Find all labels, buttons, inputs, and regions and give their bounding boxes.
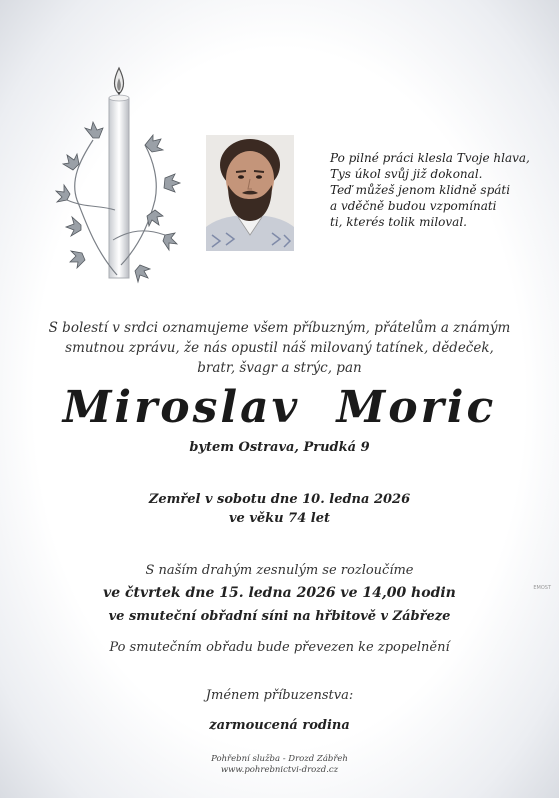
farewell-place: ve smuteční obřadní síni na hřbitově v Zábřeze	[108, 609, 451, 624]
poem-line: Po pilné práci klesla Tvoje hlava,	[330, 151, 530, 165]
intro-line: bratr, švagr a strýc, pan	[197, 360, 362, 376]
death-date: Zemřel v sobotu dne 10. ledna 2026	[148, 492, 411, 507]
intro-line: smutnou zprávu, že nás opustil náš milovaný tatínek, dědeček,	[65, 340, 494, 356]
deceased-address: bytem Ostrava, Prudká 9	[189, 440, 370, 455]
family-signature: zarmoucená rodina	[209, 718, 350, 733]
farewell-intro: S naším drahým zesnulým se rozloučíme	[145, 563, 414, 578]
farewell-date: ve čtvrtek dne 15. ledna 2026 ve 14,00 hodin	[103, 585, 456, 601]
intro-line: S bolestí v srdci oznamujeme všem příbuzným, přátelům a známým	[48, 320, 511, 336]
funeral-service-name: Pohřební služba - Drozd Zábřeh	[211, 754, 348, 764]
poem-line: ti, kterés tolik miloval.	[330, 215, 467, 229]
portrait-photo	[206, 135, 294, 251]
funeral-service-footer	[0, 754, 559, 776]
deceased-name: Miroslav Moric	[62, 382, 497, 433]
funeral-service-website: www.pohrebnictvi-drozd.cz	[220, 765, 339, 775]
announcement-intro	[0, 318, 559, 378]
poem	[330, 150, 545, 230]
death-info	[0, 490, 559, 528]
family-label: Jménem příbuzenstva:	[205, 688, 354, 703]
cremation-note: Po smutečním obřadu bude převezen ke zpopelnění	[109, 640, 450, 655]
poem-line: a vděčně budou vzpomínati	[330, 199, 497, 213]
poem-line: Teď můžeš jenom klidně spáti	[330, 183, 511, 197]
poem-line: Tys úkol svůj již dokonal.	[330, 167, 483, 181]
death-age: ve věku 74 let	[229, 511, 330, 526]
print-code: EMOST	[533, 585, 551, 591]
candle-with-ivy-icon	[55, 60, 185, 290]
